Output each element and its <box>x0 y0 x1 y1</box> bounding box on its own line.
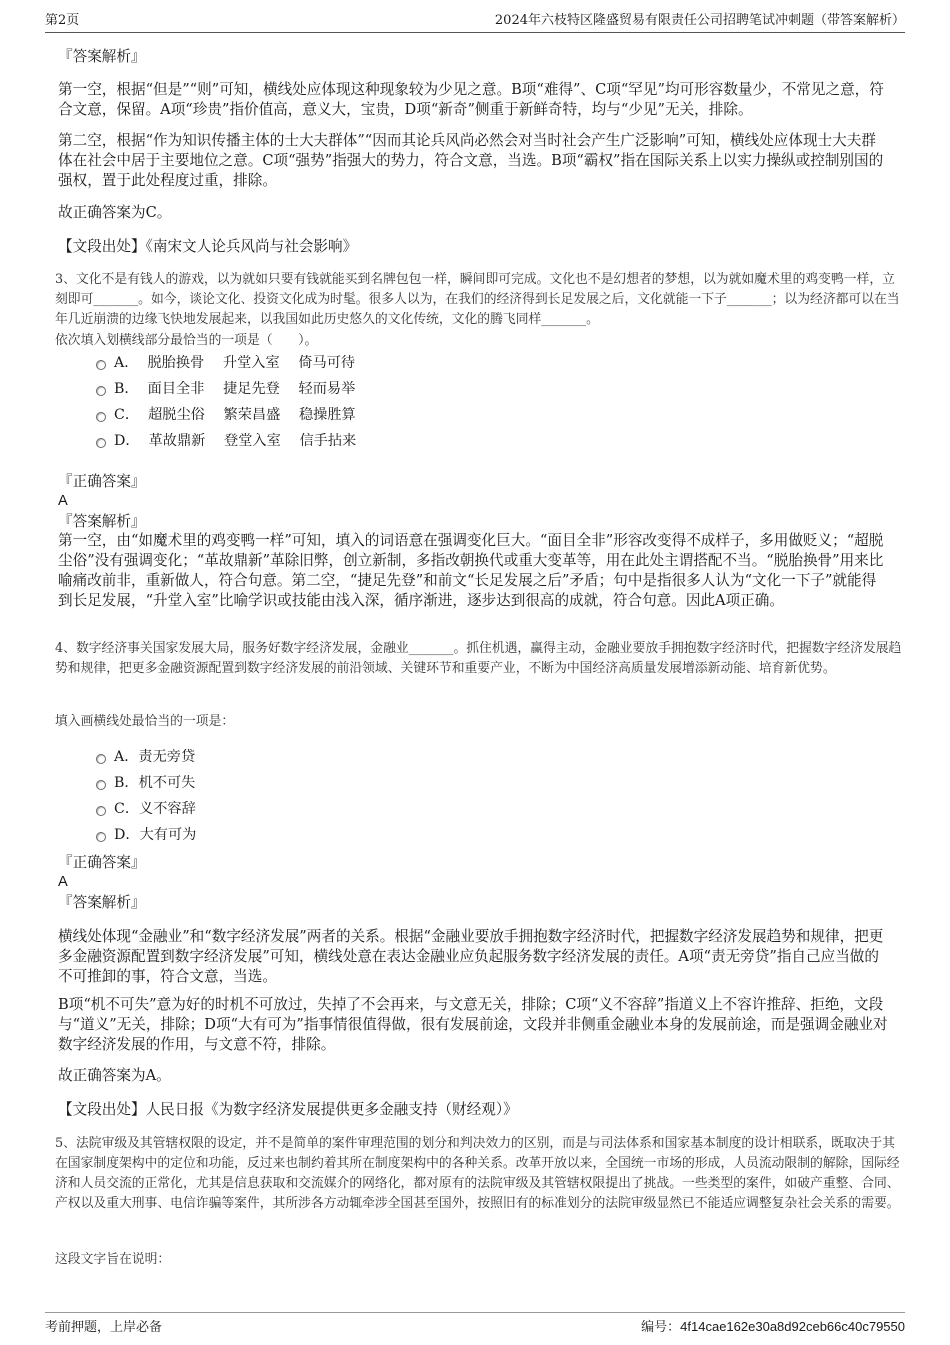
page-header <box>45 10 905 33</box>
document-title: 2024年六枝特区隆盛贸易有限责任公司招聘笔试冲刺题（带答案解析） <box>494 13 905 28</box>
question-prompt: 这段文字旨在说明： <box>55 1252 171 1267</box>
option-a[interactable]: A． 脱胎换骨 升堂入室 倚马可待 <box>96 353 355 373</box>
document-code: 编号：4f14cae162e30a8d92ceb66c40c79550 <box>641 1319 905 1334</box>
question-prompt: 填入画横线处最恰当的一项是： <box>55 714 235 729</box>
radio-icon[interactable] <box>96 832 106 842</box>
analysis-label: 『答案解析』 <box>58 48 146 65</box>
question-stem: 5、法院审级及其管辖权限的设定，并不是简单的案件审理范围的划分和判决效力的区别，而是与司法体系和国家基本制度的设计相联系，既取决于其在国家制度架构中的定位和功能，反过来也制约着其所在制度架构中的各种关系。改革开放以来，全国统一市场的形成，人员流动限制的解除，国际经济和人员交流的正常化，尤其是信息获取和交流媒介的网络化，都对原有的法院审级及其管辖权限提出了挑战。一些类型的案件，如破产重整、合同、产权以及重大刑事、电信诈骗等案件，其所涉各方动辄牵涉全国甚至国外，按照旧有的标准划分的法院审级显然已不能适应调整复杂社会关系的需要。 <box>55 1136 900 1211</box>
radio-icon[interactable] <box>96 386 106 396</box>
analysis-paragraph: 第一空，由“如魔术里的鸡变鸭一样”可知，填入的词语意在强调变化巨大。“面目全非”形容改变得不成样子，多用做贬义；“超脱尘俗”没有强调变化；“革故鼎新”革除旧弊，创立新制，多指改朝换代或重大变革等，用在此处主谓搭配不当。“脱胎换骨”用来比喻痛改前非，重新做人，符合句意。第二空，“捷足先登”和前文“长足发展之后”矛盾；句中是指很多人认为“文化一下子”就能得到长足发展，“升堂入室”比喻学识或技能由浅入深，循序渐进，逐步达到很高的成就，符合句意。因此A项正确。 <box>58 532 884 609</box>
radio-icon[interactable] <box>96 806 106 816</box>
answer-value: A <box>58 493 68 509</box>
radio-icon[interactable] <box>96 438 106 448</box>
source-text: 【文段出处】人民日报《为数字经济发展提供更多金融支持（财经观）》 <box>58 1101 518 1118</box>
question-prompt: 依次填入划横线部分最恰当的一项是（ ）。 <box>55 333 318 348</box>
option-b[interactable]: B． 面目全非 捷足先登 轻而易举 <box>96 379 355 399</box>
footer-slogan: 考前押题，上岸必备 <box>45 1320 163 1335</box>
conclusion-text: 故正确答案为A。 <box>58 1067 171 1084</box>
question-stem: 4、数字经济事关国家发展大局，服务好数字经济发展，金融业_______。抓住机遇，赢得主动，金融业要放手拥抱数字经济时代，把握数字经济发展趋势和规律，把更多金融资源配置到数字经济发展的前沿领域、关键环节和重要产业，不断为中国经济高质量发展增添新动能、培育新优势。 <box>55 641 902 676</box>
conclusion-text: 故正确答案为C。 <box>58 204 172 221</box>
analysis-paragraph: 第一空，根据“但是”“则”可知，横线处应体现这种现象较为少见之意。B项“难得”、C项“罕见”均可形容数量少，不常见之意，符合文意，保留。A项“珍贵”指价值高，意义大，宝贵，D项“新奇”侧重于新鲜奇特，均与“少见”无关，排除。 <box>58 81 884 118</box>
question-stem: 3、文化不是有钱人的游戏，以为就如只要有钱就能买到名牌包包一样，瞬间即可完成。文化也不是幻想者的梦想，以为就如魔术里的鸡变鸭一样，立刻即可_______。如今，谈论文化、投资文化成为时髦。很多人以为，在我们的经济得到长足发展之后，文化就能一下子_______；以为经济都可以在当年几近崩溃的边缘飞快地发展起来，以我国如此历史悠久的文化传统，文化的腾飞同样_______。 <box>55 272 900 327</box>
option-c[interactable]: C． 超脱尘俗 繁荣昌盛 稳操胜算 <box>96 405 356 425</box>
answer-value: A <box>58 874 68 890</box>
option-d[interactable]: D．大有可为 <box>96 825 196 845</box>
analysis-label: 『答案解析』 <box>58 513 146 530</box>
radio-icon[interactable] <box>96 754 106 764</box>
answer-label: 『正确答案』 <box>58 854 146 871</box>
answer-label: 『正确答案』 <box>58 473 146 490</box>
analysis-paragraph: 横线处体现“金融业”和“数字经济发展”两者的关系。根据“金融业要放手拥抱数字经济时代，把握数字经济发展趋势和规律，把更多金融资源配置到数字经济发展”可知，横线处意在表达金融业应负起服务数字经济发展的责任。A项“责无旁贷”指自己应当做的不可推卸的事，符合文意，当选。 <box>58 928 884 985</box>
analysis-paragraph: B项“机不可失”意为好的时机不可放过，失掉了不会再来，与文意无关，排除；C项“义不容辞”指道义上不容许推辞、拒绝，文段与“道义”无关，排除；D项“大有可为”指事情很值得做，很有发展前途，文段并非侧重金融业本身的发展前途，而是强调金融业对数字经济发展的作用，与文意不符，排除。 <box>58 996 888 1053</box>
analysis-label: 『答案解析』 <box>58 894 146 911</box>
option-a[interactable]: A．责无旁贷 <box>96 747 195 767</box>
option-b[interactable]: B．机不可失 <box>96 773 195 793</box>
radio-icon[interactable] <box>96 360 106 370</box>
option-c[interactable]: C．义不容辞 <box>96 799 196 819</box>
page-footer <box>45 1312 905 1341</box>
page-number: 第2页 <box>45 13 80 28</box>
radio-icon[interactable] <box>96 412 106 422</box>
analysis-paragraph: 第二空，根据“作为知识传播主体的士大夫群体”“因而其论兵风尚必然会对当时社会产生广泛影响”可知，横线处应体现士大夫群体在社会中居于主要地位之意。C项“强势”指强大的势力，符合文意，当选。B项“霸权”指在国际关系上以实力操纵或控制别国的强权，置于此处程度过重，排除。 <box>58 132 884 189</box>
source-text: 【文段出处】《南宋文人论兵风尚与社会影响》 <box>58 238 358 255</box>
option-d[interactable]: D． 革故鼎新 登堂入室 信手拈来 <box>96 431 356 451</box>
radio-icon[interactable] <box>96 780 106 790</box>
